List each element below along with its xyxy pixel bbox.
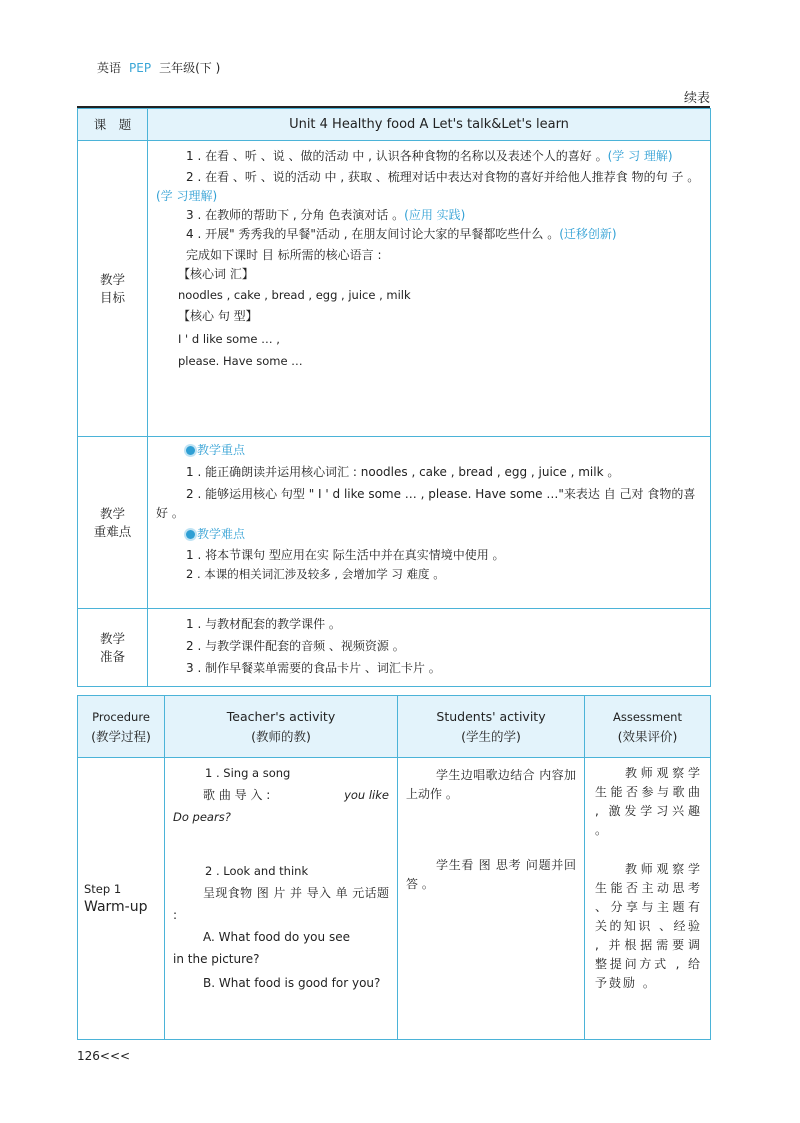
goals-cell <box>148 141 711 437</box>
goal-1: 1 . 在看 、听 、说 、做的活动 中 , 认识各种食物的名称以及表述个人的喜好 。(学 习 理解) <box>186 149 673 163</box>
bullet-dot-icon <box>186 530 195 539</box>
difficulty-2: 2 . 本课的相关词汇涉及较多 , 会增加学 习 难度 。 <box>186 567 445 581</box>
row-goals <box>78 141 711 437</box>
assessment-cell <box>585 758 711 1040</box>
row-keys <box>78 437 711 609</box>
subject: 英语 <box>97 61 122 75</box>
row-title <box>78 109 711 141</box>
keys-cell <box>148 437 711 609</box>
topic-intro: 呈现食物 图 片 并 导入 单 元话题 : <box>173 886 389 922</box>
prep-2: 2 . 与教学课件配套的音频 、视频资源 。 <box>186 639 405 653</box>
edition: PEP <box>129 61 152 75</box>
students-activity-cell <box>398 758 585 1040</box>
vocab-list: noodles , cake , bread , egg , juice , milk <box>178 288 411 302</box>
grade: 三年级(下 ) <box>159 61 221 75</box>
goal-2: 2 . 在看 、听 、说的活动 中 , 获取 、梳理对话中表达对食物的喜好并给他人推荐食 物的句 子 。(学 习理解) <box>156 170 700 203</box>
step-1-row <box>78 758 711 1040</box>
continued-label: 续表 <box>683 91 710 106</box>
sentence-line-2: please. Have some … <box>178 354 303 368</box>
vocab-heading: 【核心词 汇】 <box>178 267 254 281</box>
goal-4: 4 . 开展" 秀秀我的早餐"活动 , 在朋友间讨论大家的早餐都吃些什么 。(迁移创新) <box>186 227 617 241</box>
page-number: 126<<< <box>77 1049 131 1063</box>
song-title: Do pears? <box>173 810 231 824</box>
core-intro: 完成如下课时 目 标所需的核心语言 : <box>186 248 382 262</box>
step-label: Step 1 Warm-up <box>78 758 165 1040</box>
procedure-header-row <box>78 696 711 758</box>
sentence-line-1: I ' d like some … , <box>178 332 280 346</box>
bullet-dot-icon <box>186 446 195 455</box>
prep-3: 3 . 制作早餐菜单需要的食品卡片 、词汇卡片 。 <box>186 661 441 675</box>
focus-heading: 教学重点 <box>156 441 702 460</box>
lesson-info-table <box>77 108 711 687</box>
label-title: 课 题 <box>78 109 148 141</box>
header-procedure: Procedure (教学过程) <box>78 696 165 758</box>
song-intro: 歌 曲 导 入 : you like <box>203 788 389 802</box>
prep-cell <box>148 609 711 687</box>
question-b: B. What food is good for you? <box>203 976 381 990</box>
label-goals: 教学 目标 <box>78 141 148 437</box>
focus-2: 2 . 能够运用核心 句型 " I ' d like some … , please. Have some …"来表达 自 己对 食物的喜好 。 <box>156 487 696 520</box>
question-a: A. What food do you see <box>203 930 350 944</box>
assessment-1: 教师观察学生能否参与歌曲 , 激发学习兴趣 。 <box>595 766 702 837</box>
assessment-2: 教师观察学生能否主动思考 、分享与主题有关的知识 、经验 , 并根据需要调整提问方式 , 给予鼓励 。 <box>595 862 702 990</box>
students-2: 学生看 图 思考 问题并回答 。 <box>406 858 576 891</box>
label-prep: 教学 准备 <box>78 609 148 687</box>
teacher-step-1: 1 . Sing a song <box>205 766 291 780</box>
header-assessment: Assessment (效果评价) <box>585 696 711 758</box>
difficulty-heading: 教学难点 <box>156 525 702 544</box>
row-prep <box>78 609 711 687</box>
prep-1: 1 . 与教材配套的教学课件 。 <box>186 617 341 631</box>
focus-1: 1 . 能正确朗读并运用核心词汇 : noodles , cake , bread , egg , juice , milk 。 <box>186 465 620 479</box>
goal-3: 3 . 在教师的帮助下 , 分角 色表演对话 。(应用 实践) <box>186 208 466 222</box>
header-students: Students' activity (学生的学) <box>398 696 585 758</box>
teacher-activity-cell <box>165 758 398 1040</box>
question-a-cont: in the picture? <box>173 952 260 966</box>
label-keys: 教学 重难点 <box>78 437 148 609</box>
header-teacher: Teacher's activity (教师的教) <box>165 696 398 758</box>
sentence-heading: 【核心 句 型】 <box>178 309 258 323</box>
teacher-step-2: 2 . Look and think <box>205 864 309 878</box>
procedure-table <box>77 695 711 1040</box>
lesson-title: Unit 4 Healthy food A Let's talk&Let's learn <box>148 109 711 141</box>
difficulty-1: 1 . 将本节课句 型应用在实 际生活中并在真实情境中使用 。 <box>186 548 505 562</box>
students-1: 学生边唱歌边结合 内容加上动作 。 <box>406 768 576 801</box>
running-header <box>97 59 220 76</box>
